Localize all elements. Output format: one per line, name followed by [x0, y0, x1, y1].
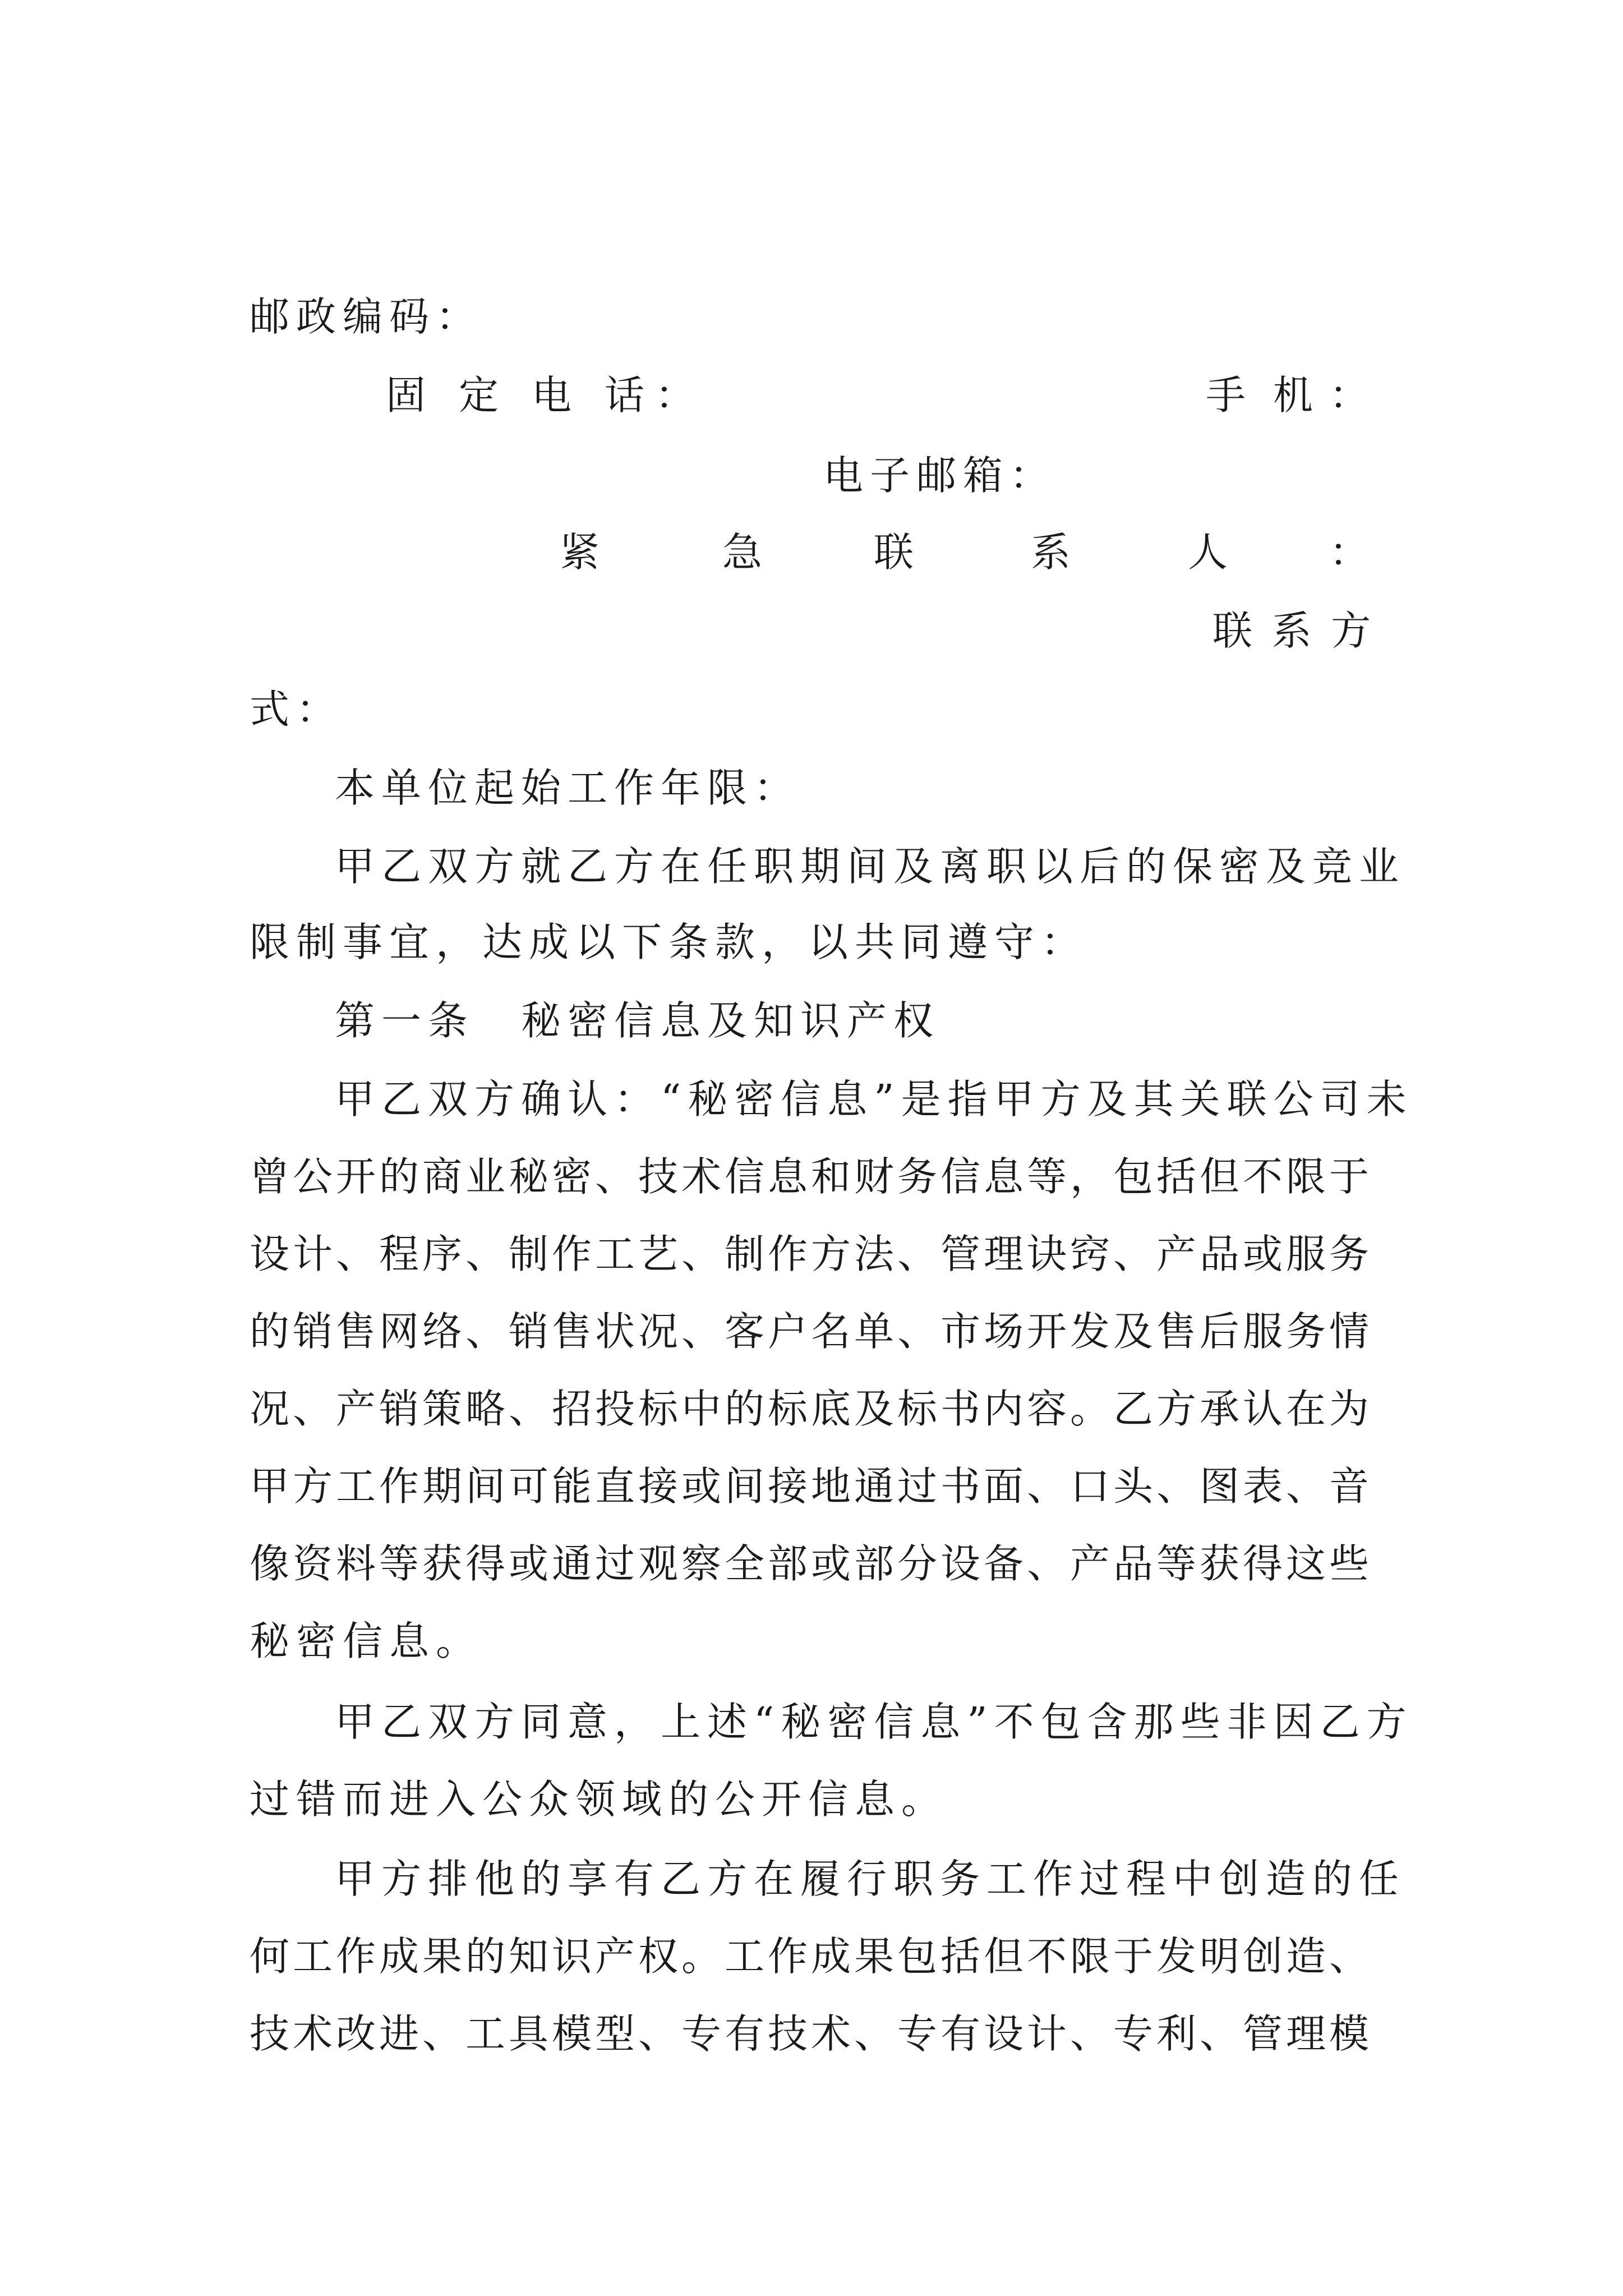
mobile-char: 手 — [1206, 372, 1246, 418]
postal-code-field: 邮政编码： — [250, 293, 483, 340]
paragraph-line: 曾公开的商业秘密、技术信息和财务信息等，包括但不限于 — [250, 1153, 1373, 1200]
intro-line: 甲乙双方就乙方在任职期间及离职以后的保密及竞业 — [335, 843, 1406, 890]
mobile-char: 机 — [1273, 372, 1313, 418]
paragraph-line: 过错而进入公众领域的公开信息。 — [250, 1776, 948, 1823]
landline-char: 电 — [532, 372, 572, 418]
paragraph-line: 何工作成果的知识产权。工作成果包括但不限于发明创造、 — [250, 1933, 1373, 1980]
emergency-char: 急 — [722, 529, 763, 576]
landline-colon: ： — [655, 372, 695, 418]
paragraph-line: 的销售网络、销售状况、客户名单、市场开发及售后服务情 — [250, 1308, 1373, 1355]
paragraph-line: 甲乙双方同意，上述“秘密信息”不包含那些非因乙方 — [335, 1699, 1413, 1745]
emergency-char: 联 — [874, 529, 914, 576]
email-field: 电子邮箱： — [823, 452, 1057, 499]
paragraph-line: 甲方工作期间可能直接或间接地通过书面、口头、图表、音 — [250, 1463, 1373, 1510]
emergency-char: 系 — [1031, 529, 1071, 576]
landline-char: 固 — [386, 372, 426, 418]
contact-method-field: 联 系 方 — [1212, 608, 1375, 654]
intro-line: 限制事宜，达成以下条款，以共同遵守： — [250, 919, 1088, 965]
emergency-char: 紧 — [560, 529, 600, 576]
article-title: 第一条 秘密信息及知识产权 — [335, 997, 940, 1044]
mobile-colon: ： — [1329, 372, 1370, 418]
paragraph-line: 技术改进、工具模型、专有技术、专有设计、专利、管理模 — [250, 2010, 1373, 2057]
start-year-field: 本单位起始工作年限： — [335, 765, 801, 811]
paragraph-line: 甲方排他的享有乙方在履行职务工作过程中创造的任 — [335, 1856, 1406, 1902]
paragraph-line: 像资料等获得或通过观察全部或部分设备、产品等获得这些 — [250, 1540, 1373, 1587]
paragraph-line: 况、产销策略、招投标中的标底及标书内容。乙方承认在为 — [250, 1386, 1373, 1432]
landline-char: 话 — [605, 372, 645, 418]
emergency-char: 人 — [1188, 529, 1228, 576]
contact-method-continued: 式： — [250, 686, 343, 733]
landline-char: 定 — [459, 372, 499, 418]
emergency-colon: ： — [1329, 529, 1370, 576]
paragraph-line: 甲乙双方确认：“秘密信息”是指甲方及其关联公司未 — [335, 1076, 1413, 1122]
paragraph-line: 秘密信息。 — [250, 1618, 483, 1664]
paragraph-line: 设计、程序、制作工艺、制作方法、管理诀窍、产品或服务 — [250, 1231, 1373, 1277]
